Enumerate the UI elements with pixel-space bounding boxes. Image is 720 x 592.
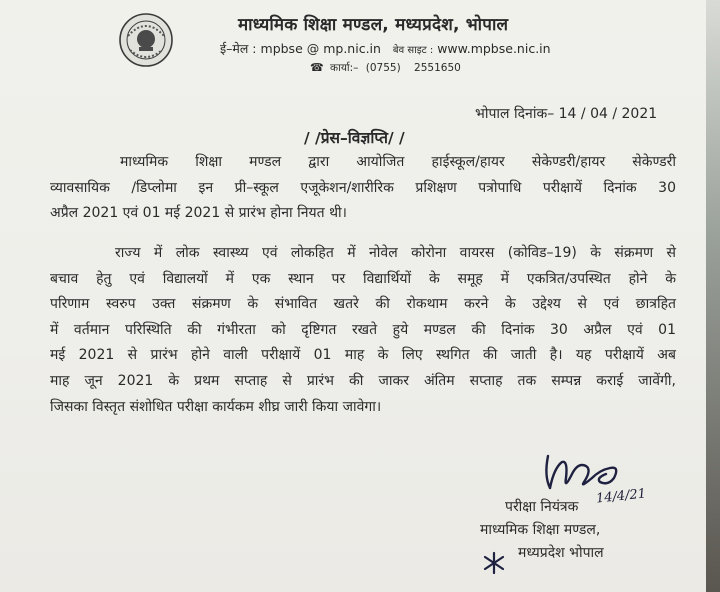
paragraph-first bbox=[50, 150, 676, 227]
star-mark-icon bbox=[482, 551, 506, 575]
phone-line bbox=[310, 61, 461, 75]
phone-number: 2551650 bbox=[414, 62, 461, 74]
paragraph-line: माध्यमिक शिक्षा मण्डल द्वारा आयोजित हाईस्कूल/हायर सेकेण्डरी/हायर सेकेण्डरी bbox=[120, 154, 676, 170]
paragraph-line: बचाव हेतु एवं विद्यालयों में एक स्थान पर विद्यार्थियों के समूह में एकत्रित/उपस्थित होने के bbox=[50, 270, 676, 287]
signatory-place: मध्यप्रदेश भोपाल bbox=[518, 545, 604, 561]
notice-date: भोपाल दिनांक– 14 / 04 / 2021 bbox=[475, 106, 658, 122]
board-title: माध्यमिक शिक्षा मण्डल, मध्यप्रदेश, भोपाल bbox=[238, 15, 509, 35]
signatory-office: माध्यमिक शिक्षा मण्डल, bbox=[480, 522, 601, 538]
email-address: mpbse @ mp.nic.in bbox=[260, 41, 381, 56]
paragraph-second bbox=[50, 241, 676, 420]
telephone-icon: ☎ bbox=[310, 61, 324, 74]
press-release-heading: / /प्रेस–विज्ञप्ति/ / bbox=[304, 129, 405, 147]
paragraph-line: माह जून 2021 के प्रथम सप्ताह से प्रारंभ की जाकर अंतिम सप्ताह तक सम्पन्न कराई जावेंगी, bbox=[50, 372, 676, 389]
contact-line bbox=[220, 40, 551, 57]
paragraph-line: मई 2021 से प्रारंभ होने वाली परीक्षायें 01 माह के लिए स्थगित की जाती है। यह परीक्षायें अब bbox=[50, 347, 676, 364]
paragraph-line: व्यावसायिक /डिप्लोमा इन प्री–स्कूल एजूकेशन/शारीरिक प्रशिक्षण पत्रोपाधि परीक्षायें दिनांक 30 bbox=[50, 179, 676, 196]
signatory-designation: परीक्षा नियंत्रक bbox=[505, 499, 579, 515]
paragraph-line: जिसका विस्तृत संशोधित परीक्षा कार्यकम शीघ्र जारी किया जावेगा। bbox=[50, 398, 382, 415]
website-url: www.mpbse.nic.in bbox=[437, 41, 551, 56]
background-strip bbox=[706, 0, 720, 592]
board-seal-icon bbox=[118, 12, 174, 68]
website-label: बेव साइट : bbox=[392, 45, 434, 56]
phone-code: (0755) bbox=[365, 62, 401, 74]
paragraph-line: अप्रैल 2021 एवं 01 मई 2021 से प्रारंभ होना नियत थी। bbox=[50, 205, 347, 222]
signature-date: 14/4/21 bbox=[595, 486, 647, 507]
email-label: ई–मेल : bbox=[220, 41, 257, 56]
paragraph-line: राज्य में लोक स्वास्थ्य एवं लोकहित में नोवेल कोरोना वायरस (कोविड–19) के संक्रमण से bbox=[115, 245, 676, 261]
phone-label: कार्या:– bbox=[330, 62, 359, 74]
paragraph-line: में वर्तमान परिस्थिति की गंभीरता को दृष्टिगत रखते हुये मण्डल की दिनांक 30 अप्रैल एवं 01 bbox=[50, 321, 676, 338]
paragraph-line: परिणाम स्वरुप उक्त संक्रमण के संभावित खतरे की रोकथाम करने के उद्देश्य से एवं छात्रहित bbox=[50, 296, 676, 313]
